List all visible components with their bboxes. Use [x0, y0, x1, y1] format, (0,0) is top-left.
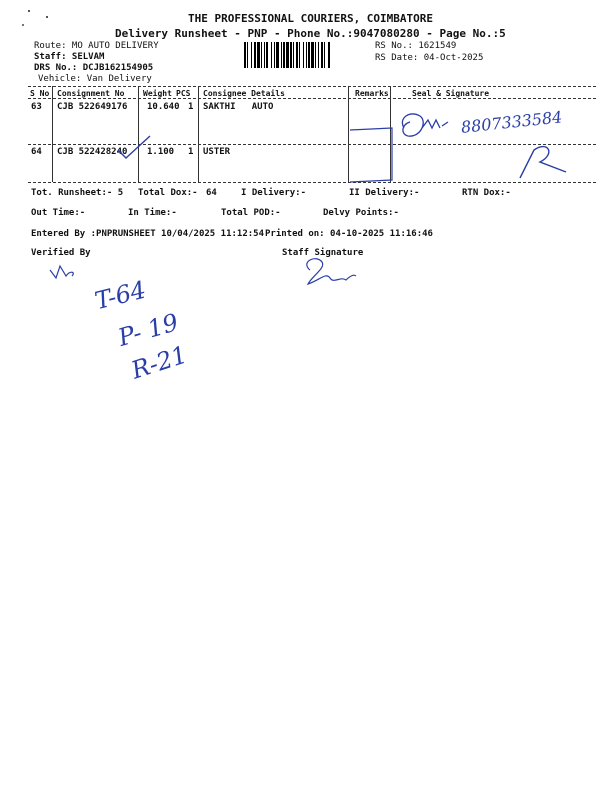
runsheet-subtitle: Delivery Runsheet - PNP - Phone No.:9047080280 - Page No.:5 — [115, 27, 506, 40]
handwritten-tally-r: R-21 — [128, 340, 191, 385]
speck — [22, 24, 24, 26]
staff-signature-icon — [307, 259, 356, 284]
rtn-dox: RTN Dox:- — [462, 188, 511, 198]
rs-date: RS Date: 04-Oct-2025 — [375, 53, 484, 63]
out-time: Out Time:- — [31, 208, 86, 218]
col-header-sno: S No — [30, 89, 50, 98]
table-row-consignee: SAKTHI AUTO — [203, 102, 274, 112]
tick-mark-icon — [118, 136, 150, 158]
speck — [46, 16, 48, 18]
total-runsheet: Tot. Runsheet:- 5 — [31, 188, 124, 198]
omr-scribble-icon — [402, 114, 448, 136]
route-text: Route: MO AUTO DELIVERY — [34, 41, 159, 51]
entered-by: Entered By :PNPRUNSHEET 10/04/2025 11:12:54 — [31, 229, 264, 239]
table-row-weight: 1.100 — [147, 147, 175, 157]
table-row-pcs: 1 — [188, 147, 194, 157]
table-row-sno: 63 — [31, 102, 42, 112]
col-header-consignee: Consignee Details — [203, 89, 285, 98]
handwritten-tally-p: P- 19 — [115, 308, 182, 352]
ii-delivery: II Delivery:- — [349, 188, 420, 198]
table-row-sno: 64 — [31, 147, 42, 157]
table-row-consignee: USTER — [203, 147, 231, 157]
drs-number: DRS No.: DCJB162154905 — [34, 63, 154, 73]
delvy-points: Delvy Points:- — [323, 208, 399, 218]
speck — [28, 10, 30, 12]
col-header-consignment: Consignment No — [57, 89, 125, 98]
verified-by: Verified By — [31, 248, 91, 258]
handwritten-phone: 8807333584 — [460, 107, 564, 137]
staff-text: Staff: SELVAM — [34, 52, 105, 62]
vehicle-text: Vehicle: Van Delivery — [38, 74, 152, 84]
staff-signature-label: Staff Signature — [282, 248, 364, 258]
col-header-remarks: Remarks — [355, 89, 389, 98]
total-dox-label: Total Dox:- — [138, 188, 198, 198]
verified-signature-icon — [50, 266, 73, 278]
table-row-consignment: CJB 522428240 — [57, 147, 128, 157]
handwritten-tally-t: T-64 — [92, 275, 149, 316]
table-row-consignment: CJB 522649176 — [57, 102, 128, 112]
printed-on: Printed on: 04-10-2025 11:16:46 — [265, 229, 433, 239]
bracket-mark-icon — [350, 128, 392, 182]
total-pod: Total POD:- — [221, 208, 281, 218]
in-time: In Time:- — [128, 208, 177, 218]
table-row-weight: 10.640 — [147, 102, 180, 112]
company-title: THE PROFESSIONAL COURIERS, COIMBATORE — [188, 12, 434, 25]
table-row-pcs: 1 — [188, 102, 194, 112]
total-dox-value: 64 — [206, 188, 217, 198]
col-header-pcs: PCS — [176, 89, 191, 98]
col-header-weight: Weight — [143, 89, 172, 98]
rs-number: RS No.: 1621549 — [375, 41, 457, 51]
col-header-seal: Seal & Signature — [412, 89, 490, 98]
i-delivery: I Delivery:- — [241, 188, 307, 198]
